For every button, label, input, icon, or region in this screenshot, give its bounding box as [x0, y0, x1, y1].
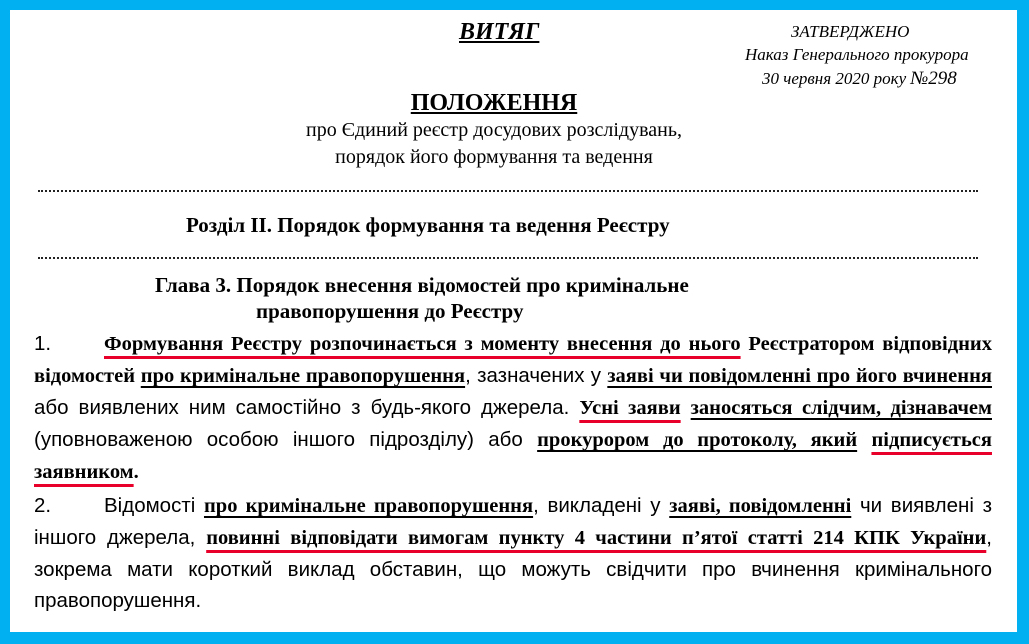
underlined-text: прокурором до протоколу, який	[537, 429, 858, 451]
chapter-title-line1: Глава 3. Порядок внесення відомостей про кримінальне	[155, 273, 689, 297]
chapter-title-line2: правопорушення до Реєстру	[256, 299, 524, 323]
underlined-text: заносяться слідчим, дізнавачем	[690, 397, 992, 419]
dotted-divider	[38, 257, 978, 261]
body-text: Відомості	[104, 494, 204, 517]
section-title: Розділ ІІ. Порядок формування та ведення Реєстру	[186, 213, 670, 237]
body-text: чи виявлені з іншого джерела,	[34, 494, 992, 549]
paragraph-number: 2.	[34, 494, 52, 517]
approved-stamp: ЗАТВЕРДЖЕНО	[791, 22, 910, 41]
underlined-text: заяві чи повідомленні про його вчинення	[607, 365, 992, 387]
underlined-text: заяві, повідомленні	[669, 495, 852, 517]
underlined-text: про кримінальне правопорушення	[140, 365, 466, 387]
highlighted-text: Формування Реєстру розпочинається з моменту внесення до нього	[104, 333, 741, 355]
body-text: .	[133, 461, 139, 483]
regulation-subtitle-line2: порядок його формування та ведення	[335, 146, 653, 168]
body-text: , зокрема мати короткий виклад обставин, що можуть свідчити про вчинення кримінального правопорушення.	[34, 526, 992, 612]
excerpt-title: ВИТЯГ	[459, 19, 540, 45]
paragraph-2	[34, 490, 992, 616]
paragraph-number: 1.	[34, 332, 52, 355]
body-text: або виявлених ним самостійно з будь-якого джерела.	[34, 396, 580, 419]
body-text: , зазначених у	[465, 364, 608, 387]
body-text: (уповноваженою особою іншого підрозділу) або	[34, 428, 538, 451]
body-text	[681, 396, 691, 419]
dotted-divider	[38, 190, 978, 194]
bold-text: Реєстратором відповідних відомостей	[34, 333, 992, 387]
regulation-title: ПОЛОЖЕННЯ	[410, 90, 578, 116]
highlighted-text: Усні заяви	[579, 397, 681, 419]
regulation-subtitle-line1: про Єдиний реєстр досудових розслідувань,	[306, 119, 682, 141]
document-page	[10, 10, 1017, 632]
approved-number: №298	[910, 68, 957, 89]
body-text	[857, 428, 871, 451]
highlighted-text: повинні відповідати вимогам пункту 4 частини п’ятої статті 214 КПК України	[206, 527, 987, 549]
approved-date: 30 червня 2020 року	[762, 69, 907, 88]
body-text: , викладені у	[533, 494, 670, 517]
paragraph-1	[34, 328, 992, 488]
highlighted-text: підписується заявником	[34, 429, 992, 483]
approved-date-line	[762, 68, 957, 90]
approved-order-line: Наказ Генерального прокурора	[745, 45, 969, 64]
underlined-text: про кримінальне правопорушення	[203, 495, 534, 517]
